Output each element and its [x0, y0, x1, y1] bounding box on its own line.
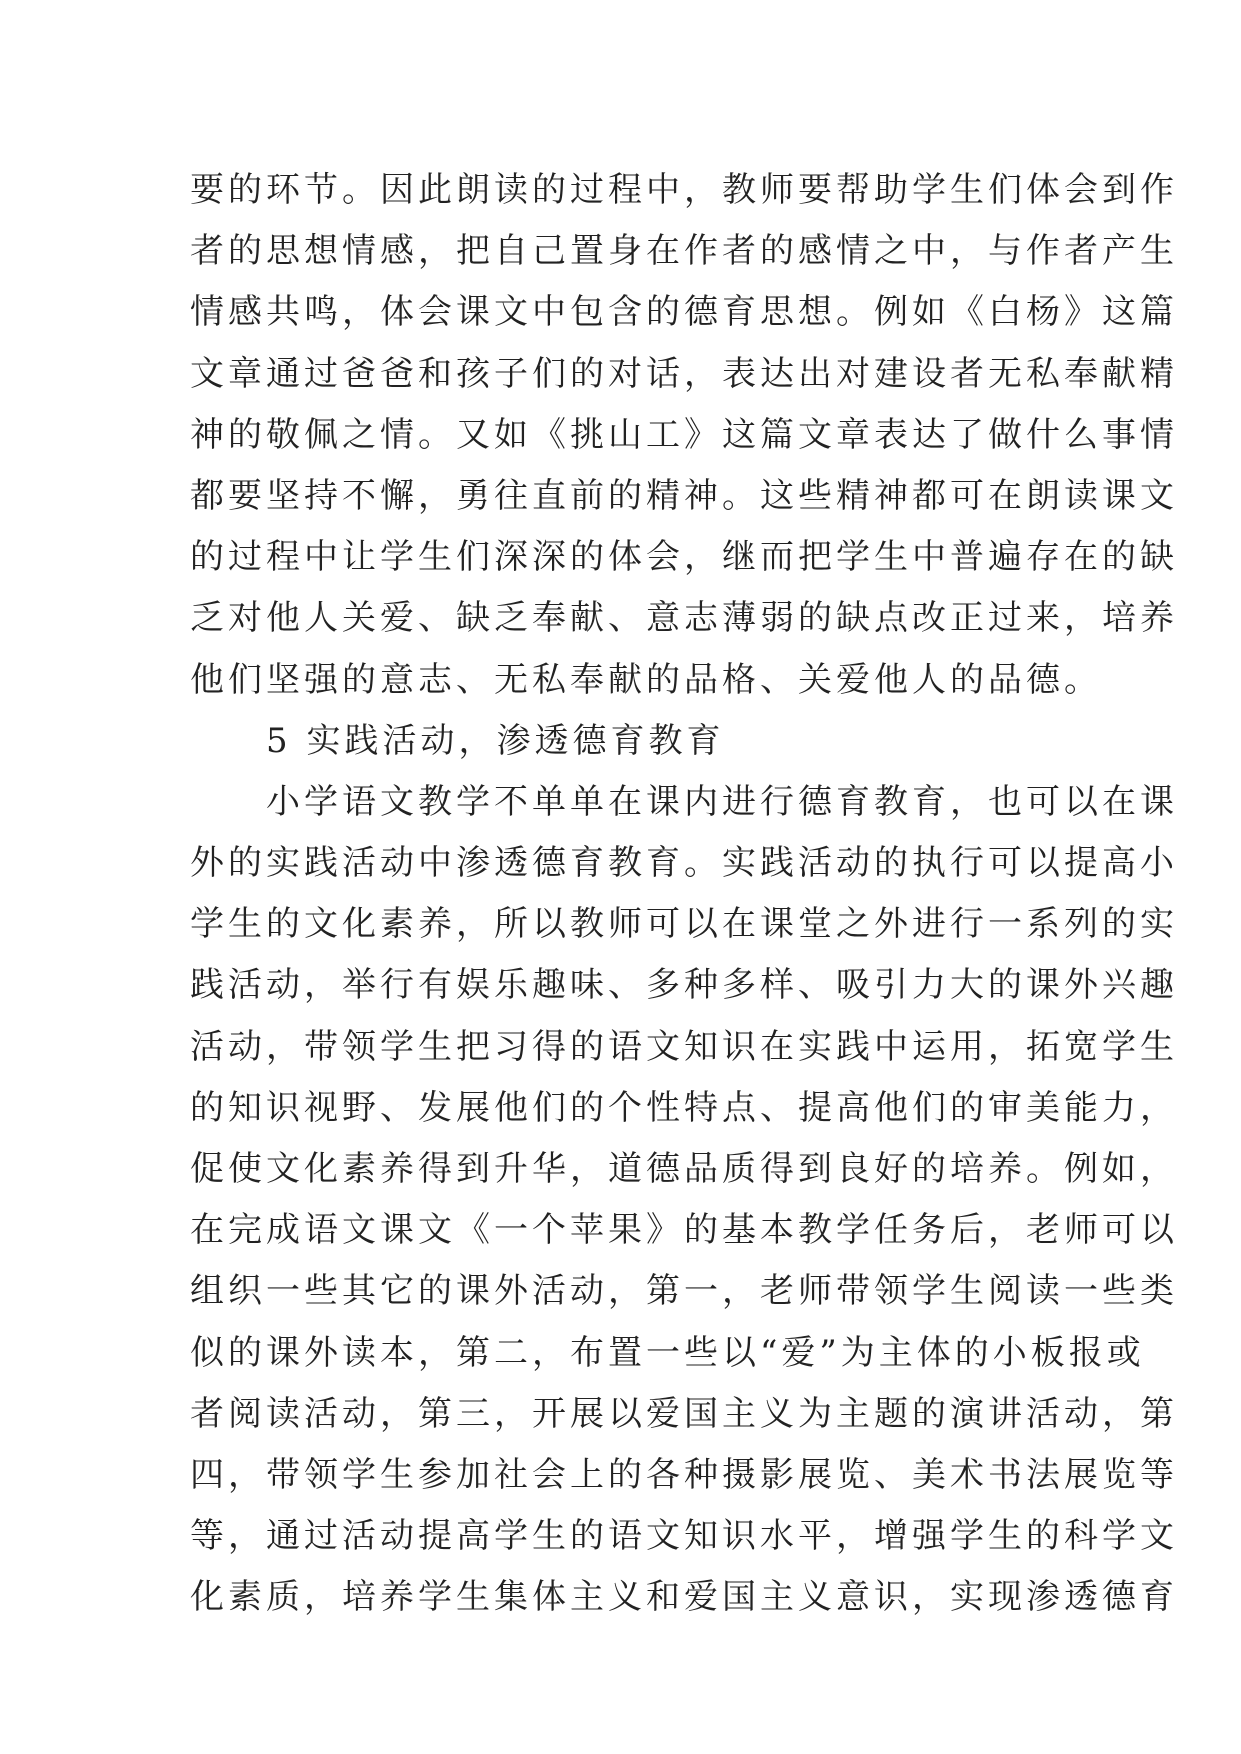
text-line-1: 要的环节。因此朗读的过程中，教师要帮助学生们体会到作 [190, 170, 1178, 210]
text-line-23: 等，通过活动提高学生的语文知识水平，增强学生的科学文 [190, 1516, 1178, 1557]
text-line-18: 在完成语文课文《一个苹果》的基本教学任务后，老师可以 [190, 1210, 1178, 1251]
text-line-13: 学生的文化素养，所以教师可以在课堂之外进行一系列的实 [190, 904, 1178, 945]
text-line-7: 的过程中让学生们深深的体会，继而把学生中普遍存在的缺 [190, 537, 1178, 578]
text-line-20: 似的课外读本，第二，布置一些以“爱”为主体的小板报或 [190, 1332, 1145, 1373]
text-line-9: 他们坚强的意志、无私奉献的品格、关爱他人的品德。 [190, 659, 1102, 700]
text-line-8: 乏对他人关爱、缺乏奉献、意志薄弱的缺点改正过来，培养 [190, 598, 1178, 639]
text-line-15: 活动，带领学生把习得的语文知识在实践中运用，拓宽学生 [190, 1026, 1178, 1067]
text-line-6: 都要坚持不懈，勇往直前的精神。这些精神都可在朗读课文 [190, 475, 1178, 516]
text-line-21: 者阅读活动，第三，开展以爱国主义为主题的演讲活动，第 [190, 1393, 1178, 1434]
text-line-5: 神的敬佩之情。又如《挑山工》这篇文章表达了做什么事情 [190, 414, 1178, 455]
text-line-14: 践活动，举行有娱乐趣味、多种多样、吸引力大的课外兴趣 [190, 965, 1178, 1006]
text-line-11: 小学语文教学不单单在课内进行德育教育，也可以在课 [190, 781, 1178, 822]
text-line-19: 组织一些其它的课外活动，第一，老师带领学生阅读一些类 [190, 1271, 1178, 1312]
text-line-3: 情感共鸣，体会课文中包含的德育思想。例如《白杨》这篇 [190, 292, 1178, 333]
section-heading: 5 实践活动，渗透德育教育 [190, 720, 725, 761]
text-line-24: 化素质，培养学生集体主义和爱国主义意识，实现渗透德育 [190, 1577, 1178, 1618]
body-text [190, 160, 1178, 1629]
text-line-17: 促使文化素养得到升华，道德品质得到良好的培养。例如， [190, 1149, 1178, 1189]
text-line-2: 者的思想情感，把自己置身在作者的感情之中，与作者产生 [190, 231, 1178, 272]
text-line-22: 四，带领学生参加社会上的各种摄影展览、美术书法展览等 [190, 1454, 1178, 1495]
text-line-4: 文章通过爸爸和孩子们的对话，表达出对建设者无私奉献精 [190, 353, 1178, 394]
text-line-16: 的知识视野、发展他们的个性特点、提高他们的审美能力， [190, 1087, 1178, 1128]
text-line-12: 外的实践活动中渗透德育教育。实践活动的执行可以提高小 [190, 843, 1178, 884]
